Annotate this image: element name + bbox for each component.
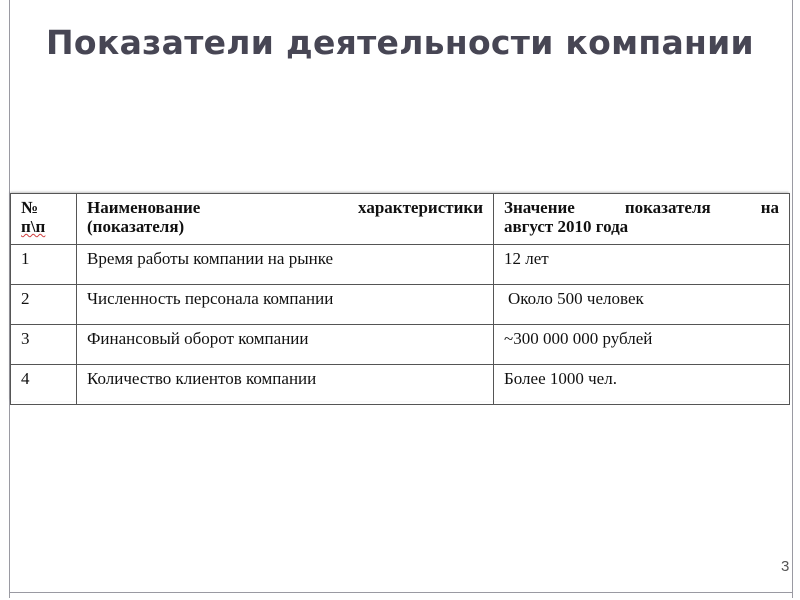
header-number <box>11 194 77 245</box>
indicators-table-container <box>10 193 789 401</box>
row-value: Более 1000 чел. <box>494 365 790 405</box>
row-value: ~300 000 000 рублей <box>494 325 790 365</box>
row-value: Около 500 человек <box>494 285 790 325</box>
indicators-table <box>10 193 790 405</box>
header-name-word2: характеристики <box>358 198 483 217</box>
page-number: 3 <box>781 558 790 575</box>
table-row <box>11 245 790 285</box>
header-value-word2: показателя <box>624 198 711 217</box>
header-value <box>494 194 790 245</box>
header-value-line2: август 2010 года <box>504 217 629 236</box>
header-name <box>77 194 494 245</box>
row-name: Время работы компании на рынке <box>77 245 494 285</box>
row-number: 1 <box>11 245 77 285</box>
header-value-word3: на <box>760 198 779 217</box>
slide-title: Показатели деятельности компании <box>46 23 754 62</box>
table-header-row <box>11 194 790 245</box>
row-name: Финансовый оборот компании <box>77 325 494 365</box>
header-name-line2: (показателя) <box>87 217 185 236</box>
header-name-word1: Наименование <box>87 198 201 217</box>
table-row <box>11 365 790 405</box>
row-value: 12 лет <box>494 245 790 285</box>
slide-frame-bottom <box>9 592 793 593</box>
row-name: Количество клиентов компании <box>77 365 494 405</box>
slide-frame-right <box>792 0 793 598</box>
row-name: Численность персонала компании <box>77 285 494 325</box>
row-number: 4 <box>11 365 77 405</box>
row-number: 2 <box>11 285 77 325</box>
table-row <box>11 285 790 325</box>
header-number-abbr: п\п <box>21 217 46 236</box>
row-number: 3 <box>11 325 77 365</box>
table-row <box>11 325 790 365</box>
header-value-word1: Значение <box>504 198 575 217</box>
header-number-symbol: № <box>21 198 39 217</box>
